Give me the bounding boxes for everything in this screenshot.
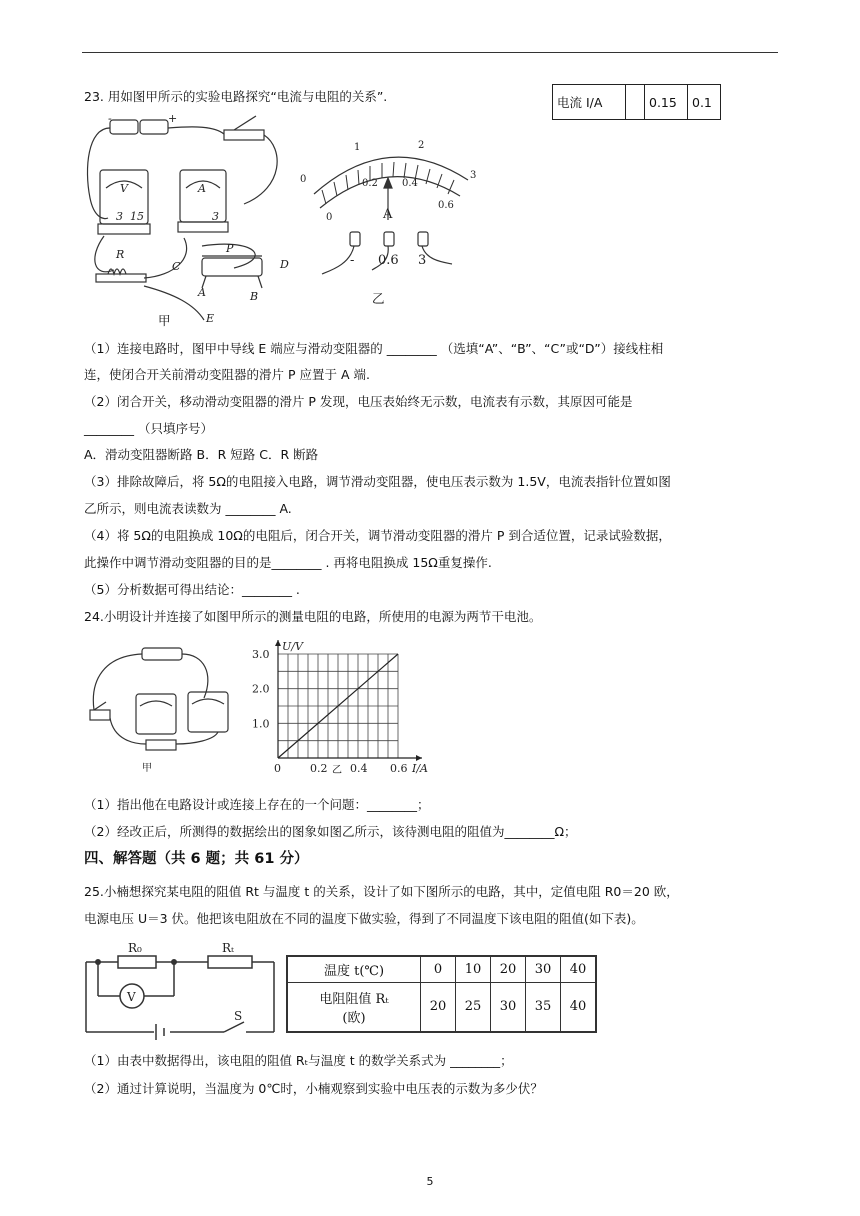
dial-inner-tick: 0.4 xyxy=(402,178,418,189)
q23-ammeter-dial xyxy=(292,134,492,314)
dial-terminal-label: 3 xyxy=(418,253,427,268)
q24-fig-caption-yi: 乙 xyxy=(332,765,342,776)
q24-circuit-figure xyxy=(84,640,244,758)
q23-fig-label: A xyxy=(198,182,206,195)
q23-fig-label: A xyxy=(198,286,206,299)
dial-terminal-label: 0.6 xyxy=(378,253,399,268)
q23-part3-line1: （3）排除故障后，将 5Ω的电阻接入电路，调节滑动变阻器，使电压表示数为 1.5V，电流表指针位置如图 xyxy=(84,474,671,489)
page-number: 5 xyxy=(426,1175,434,1188)
q24-part2: （2）经改正后，所测得的数据绘出的图象如图乙所示，该待测电阻的阻值为________Ω； xyxy=(84,824,577,839)
q23-fig-label: C xyxy=(172,260,181,273)
q23-part1-line2: 连，使闭合开关前滑动变阻器的滑片 P 应置于 A 端. xyxy=(84,367,370,382)
q25-part1: （1）由表中数据得出，该电阻的阻值 Rₜ与温度 t 的数学关系式为 ________； xyxy=(84,1053,513,1068)
q23-fig-label: E xyxy=(206,312,215,325)
dial-inner-tick: 0 xyxy=(326,212,333,223)
q23-fig-label: P xyxy=(226,242,234,255)
resist-row-label xyxy=(287,982,421,1032)
q23-fig-label: V xyxy=(120,182,128,195)
dial-inner-tick: 0.2 xyxy=(362,178,378,189)
q25-circuit-figure xyxy=(84,940,284,1040)
q23-fig-label: + xyxy=(168,112,178,125)
resist-row-label-line2: (欧) xyxy=(342,1010,366,1026)
chart-x-tick: 0.4 xyxy=(350,762,368,775)
q24-stem: 24.小明设计并连接了如图甲所示的测量电阻的电路，所使用的电源为两节干电池。 xyxy=(84,609,542,624)
q23-part3-line2: 乙所示，则电流表读数为 ________ A. xyxy=(84,501,292,516)
temp-cell: 30 xyxy=(526,956,561,982)
dial-terminal-label: - xyxy=(350,253,355,268)
q23-part5: （5）分析数据可得出结论：________ . xyxy=(84,582,300,597)
dial-meter-letter: A xyxy=(383,207,393,222)
q23-stem: 23. 用如图甲所示的实验电路探究“电流与电阻的关系”. xyxy=(84,89,388,104)
temp-row-label: 温度 t(℃) xyxy=(287,956,421,982)
q23-part2-line1: （2）闭合开关，移动滑动变阻器的滑片 P 发现，电压表始终无示数，电流表有示数，其原因可能是 xyxy=(84,394,633,409)
q23-fig-label: 15 xyxy=(130,210,144,223)
q23-table-cell: 0.15 xyxy=(645,85,688,120)
q25-part2: （2）通过计算说明，当温度为 0℃时，小楠观察到实验中电压表的示数为多少伏？ xyxy=(84,1081,543,1096)
q23-current-table xyxy=(552,84,721,120)
q23-options: A．滑动变阻器断路 B．R 短路 C．R 断路 xyxy=(84,447,319,462)
q25-stem-line1: 25.小楠想探究某电阻的阻值 Rt 与温度 t 的关系，设计了如下图所示的电路，其中，定值电阻 R0＝20 欧， xyxy=(84,884,679,899)
dial-inner-tick: 0.6 xyxy=(438,200,454,211)
q25-temp-table xyxy=(286,955,597,1033)
q23-fig-caption-jia: 甲 xyxy=(158,313,171,328)
q23-part4-line2: 此操作中调节滑动变阻器的目的是________ . 再将电阻换成 15Ω重复操作. xyxy=(84,555,492,570)
q23-table-cell xyxy=(626,85,645,120)
resist-cell: 20 xyxy=(421,982,456,1032)
q23-fig-label: B xyxy=(250,290,259,303)
dial-outer-tick: 1 xyxy=(354,142,361,153)
dial-outer-tick: 0 xyxy=(300,174,307,185)
temp-cell: 10 xyxy=(456,956,491,982)
resist-cell: 25 xyxy=(456,982,491,1032)
chart-x-tick: 0.6 xyxy=(390,762,408,775)
q23-fig-label: 3 xyxy=(212,210,219,223)
chart-x-tick: 0.2 xyxy=(310,762,328,775)
chart-y-tick: 3.0 xyxy=(252,648,270,661)
q25-label-s: S xyxy=(234,1009,243,1023)
chart-x-tick: 0 xyxy=(274,762,281,775)
q23-part2-line2: ________ （只填序号） xyxy=(84,421,213,436)
q23-circuit-figure xyxy=(84,108,294,330)
section-heading: 四、解答题（共 6 题；共 61 分） xyxy=(84,851,309,867)
q25-label-v: V xyxy=(127,990,136,1004)
resist-cell: 35 xyxy=(526,982,561,1032)
resist-cell: 40 xyxy=(561,982,597,1032)
q23-fig-label: - xyxy=(108,112,112,125)
q25-stem-line2: 电源电压 U＝3 伏。他把该电阻放在不同的温度下做实验，得到了不同温度下该电阻的阻值(如下表)。 xyxy=(84,911,644,926)
dial-outer-tick: 2 xyxy=(418,140,425,151)
q23-part4-line1: （4）将 5Ω的电阻换成 10Ω的电阻后，闭合开关，调节滑动变阻器的滑片 P 到合适位置，记录试验数据， xyxy=(84,528,671,543)
q23-fig-caption-yi: 乙 xyxy=(372,291,385,306)
temp-cell: 0 xyxy=(421,956,456,982)
q24-ui-chart xyxy=(250,636,450,782)
q23-table-header: 电流 I/A xyxy=(553,85,626,120)
resist-row-label-line1: 电阻阻值 Rₜ xyxy=(319,991,389,1007)
q25-label-r0: R₀ xyxy=(128,941,142,955)
q23-fig-label: D xyxy=(280,258,289,271)
q23-table-cell: 0.1 xyxy=(688,85,721,120)
chart-y-tick: 1.0 xyxy=(252,717,270,731)
temp-cell: 40 xyxy=(561,956,597,982)
q24-fig-caption-jia: 甲 xyxy=(142,763,152,774)
q24-part1: （1）指出他在电路设计或连接上存在的一个问题：________； xyxy=(84,797,430,812)
chart-x-axis-label: I/A xyxy=(412,762,428,775)
chart-y-tick: 2.0 xyxy=(252,682,270,696)
temp-cell: 20 xyxy=(491,956,526,982)
header-rule xyxy=(82,52,778,53)
q23-fig-label: 3 xyxy=(116,210,123,223)
dial-outer-tick: 3 xyxy=(470,170,477,181)
q23-part1-line1: （1）连接电路时，图甲中导线 E 端应与滑动变阻器的 ________ （选填“A”、“B”、“C”或“D”）接线柱相 xyxy=(84,341,664,356)
resist-cell: 30 xyxy=(491,982,526,1032)
q25-label-rt: Rₜ xyxy=(222,941,234,955)
chart-y-axis-label: U/V xyxy=(282,640,303,653)
q23-fig-label: R xyxy=(116,248,125,261)
